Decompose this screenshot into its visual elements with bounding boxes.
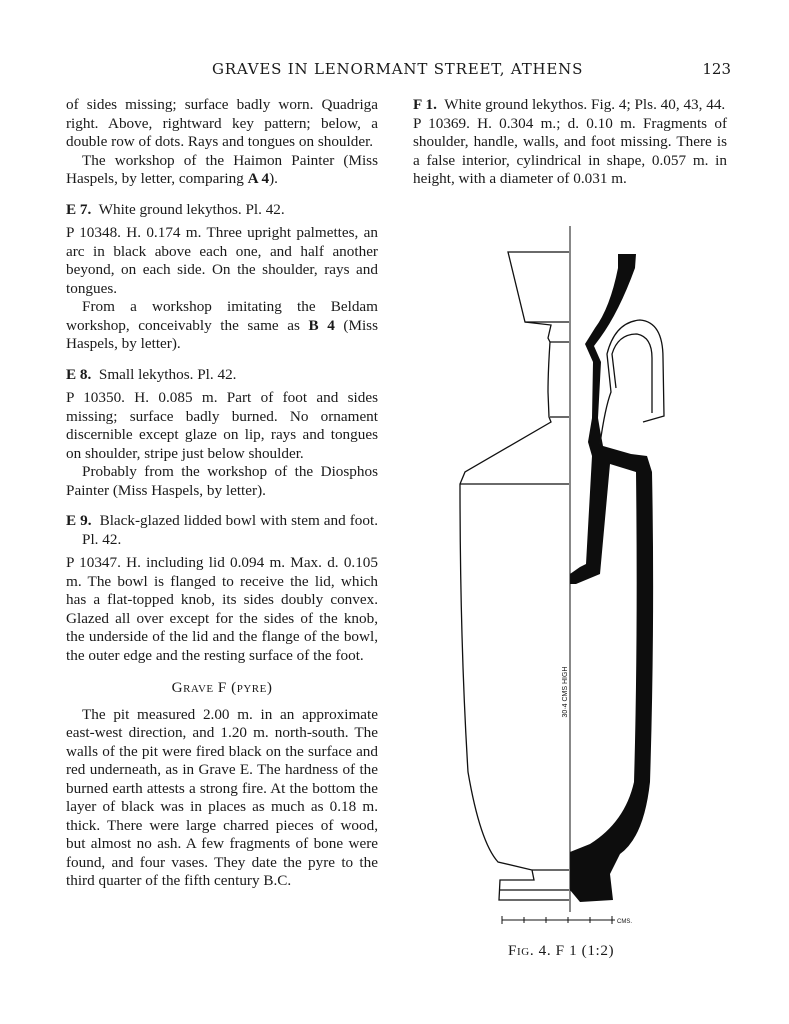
entry-e9-description: P 10347. H. including lid 0.094 m. Max. d. 0.105 m. The bowl is flanged to receive the lid, which has a flat-topped knob, its sides doubly convex. Glazed all over except for the sides of the knob, the underside of the lid and the flange of the bowl, the outer edge and the resting surface of the foot. xyxy=(66,554,378,664)
lekythos-section-profile xyxy=(570,254,653,902)
entry-e9-heading xyxy=(66,512,378,549)
catalogue-ref: B 4 xyxy=(308,316,335,334)
running-title: GRAVES IN LENORMANT STREET, ATHENS xyxy=(212,60,584,78)
lekythos-handle xyxy=(600,320,664,444)
attribution-paragraph: The workshop of the Haimon Painter (Miss Haspels, by letter, comparing A 4). xyxy=(66,151,378,187)
entry-f1-title: White ground lekythos. Fig. 4; Pls. 40, 43, 44. xyxy=(444,96,726,113)
right-column xyxy=(413,96,727,189)
entry-e7-label: E 7. xyxy=(66,200,92,218)
scale-bar xyxy=(502,916,615,924)
entry-e9-label: E 9. xyxy=(66,512,92,529)
catalogue-ref: A 4 xyxy=(247,170,270,187)
entry-e8-description: P 10350. H. 0.085 m. Part of foot and sides missing; surface badly burned. No ornament discernible except glaze on lip, rays and tongues on shoulder, stripe just below shoulder. xyxy=(66,389,378,462)
height-label: 30·4 CMS HIGH xyxy=(562,666,569,718)
entry-e8-heading xyxy=(66,366,378,385)
entry-e9-title: Black-glazed lidded bowl with stem and foot. Pl. 42. xyxy=(82,512,378,548)
entry-e7-title: White ground lekythos. Pl. 42. xyxy=(98,200,285,218)
entry-f1-label: F 1. xyxy=(413,96,437,113)
lekythos-exterior-outline xyxy=(460,252,569,900)
entry-f1-heading xyxy=(413,96,727,115)
entry-e8-note: Probably from the workshop of the Diosphos Painter (Miss Haspels, by letter). xyxy=(66,463,378,499)
section-heading-grave-f: Grave F (pyre) xyxy=(171,679,273,696)
lekythos-drawing xyxy=(440,222,680,942)
entry-e7-description: P 10348. H. 0.174 m. Three upright palmettes, an arc in black above each one, and half another beyond, on each side. On the shoulder, rays and tongues. xyxy=(66,224,378,297)
grave-f-description: The pit measured 2.00 m. in an approximate east-west direction, and 1.20 m. north-south. The walls of the pit were fired black on the surface and red underneath, as in Grave E. The hardness of the burned earth attests a strong fire. At the bottom the layer of black was in places as much as 0.18 m. thick. There were large charred pieces of wood, but almost no ash. A few fragments of bone were found, and four vases. They date the pyre to the third quarter of the fifth century B.C. xyxy=(66,705,378,889)
left-column xyxy=(66,96,378,891)
entry-e8-title: Small lekythos. Pl. 42. xyxy=(98,365,237,383)
entry-e8-label: E 8. xyxy=(66,365,92,383)
entry-e7-note: From a workshop imitating the Beldam workshop, conceivably the same as B 4 (Miss Haspels, by letter). xyxy=(66,298,378,352)
page-number: 123 xyxy=(702,60,731,78)
figure-caption: Fig. 4. F 1 (1:2) xyxy=(508,942,615,959)
scale-label: CMS. xyxy=(617,919,632,925)
continued-paragraph: of sides missing; surface badly worn. Quadriga right. Above, rightward key pattern; below, a double row of dots. Rays and tongues on shoulder. xyxy=(66,96,378,150)
entry-e7-heading xyxy=(66,201,378,220)
page-header xyxy=(66,60,731,82)
entry-f1-description: P 10369. H. 0.304 m.; d. 0.10 m. Fragments of shoulder, handle, walls, and foot missing. There is a false interior, cylindrical in shape, 0.057 m. in height, with a diameter of 0.031 m. xyxy=(413,114,727,187)
